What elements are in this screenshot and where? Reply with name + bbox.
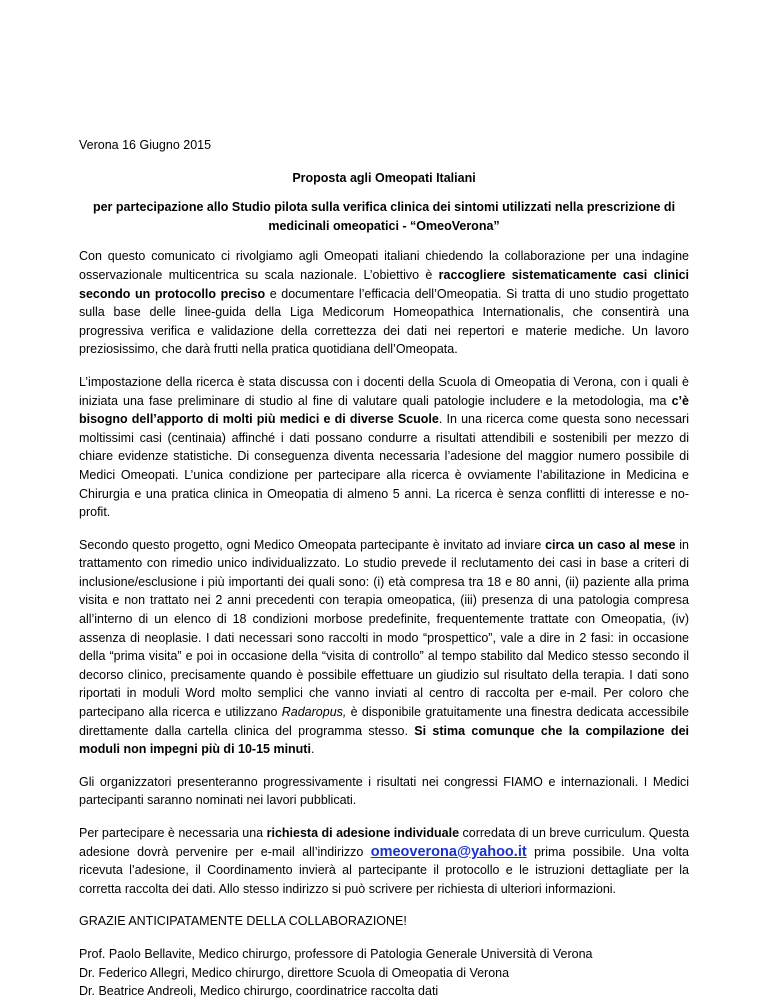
text-run: in trattamento con rimedio unico individualizzato. Lo studio prevede il reclutamento dei casi in base a criteri di inclusione/esclusione i più importanti dei quali sono: (i) età compresa tra 18 e 80 anni, (ii) paziente alla prima visita e non trattato nei 2 anni precedenti con terapia omeopatica, (iii) presenza di una patologia compresa all’interno di un elenco di 18 condizioni morbose predefinite, frequentemente trattate con Omeopatia, (iv) assenza di neoplasie. I dati necessari sono raccolti in modo “prospettico”, vale a dire in 2 fasi: in occasione della “prima visita” e poi in occasione della “visita di controllo” al tempo stabilito dal Medico stesso secondo il decorso clinico, precisamente quando è possibile effettuare un giudizio sul risultato della terapia. I dati sono riportati in moduli Word molto semplici che vanno inviati al centro di raccolta per e-mail. Per coloro che partecipano alla ricerca e utilizzano [79,537,689,720]
signature-line: Prof. Paolo Bellavite, Medico chirurgo, professore di Patologia Generale Università di Verona [79,946,593,961]
letter-title: Proposta agli Omeopati Italiani [292,170,476,185]
thanks-line: GRAZIE ANTICIPATAMENTE DELLA COLLABORAZIONE! [79,914,407,929]
letter-page [79,136,689,1001]
signature-line: Dr. Federico Allegri, Medico chirurgo, direttore Scuola di Omeopatia di Verona [79,965,510,980]
italic-text: Radaropus, [281,705,347,720]
text-run: . In una ricerca come questa sono necessari moltissimi casi (centinaia) affinché i dati possano condurre a risultati attendibili e sostenibili per mezzo di chiare evidenze statistiche. Di conseguenza diventa necessaria l’adesione del maggior numero possibile di Medici Omeopati. L’unica condizione per partecipare alla ricerca è ovviamente l’abilitazione in Medicina e Chirurgia e una pratica clinica in Omeopatia di almeno 5 anni. La ricerca è senza conflitti di interesse e no-profit. [79,412,689,520]
signature-line: Dr. Beatrice Andreoli, Medico chirurgo, coordinatrice raccolta dati [79,984,439,999]
text-run: Secondo questo progetto, ogni Medico Omeopata partecipante è invitato ad inviare [79,537,546,552]
letter-date: Verona 16 Giugno 2015 [79,138,212,152]
email-link[interactable]: omeoverona@yahoo.it [370,843,527,860]
text-run: L’impostazione della ricerca è stata discussa con i docenti della Scuola di Omeopatia di Verona, con i quali è iniziata una fase preliminare di studio al fine di valutare quali patologie includere e la metodologia, ma [79,374,689,408]
text-run: è disponibile gratuitamente una finestra dedicata accessibile direttamente dalla cartella clinica del programma stesso. [79,705,690,738]
text-run: . [310,742,315,757]
paragraph-protocol [79,536,689,759]
bold-text: raccogliere sistematicamente casi clinici secondo un protocollo preciso [79,267,689,301]
letter-subtitle: per partecipazione allo Studio pilota sulla verifica clinica dei sintomi utilizzati nella prescrizione di medicinali omeopatici - “OmeoVerona” [92,200,676,233]
bold-text: c’è bisogno dell’apporto di molti più medici e di diverse Scuole [79,393,689,427]
text-run: corredata di un breve curriculum. Questa adesione dovrà pervenire per e-mail all’indirizzo [79,826,690,859]
paragraph-objective [79,247,689,359]
bold-text: richiesta di adesione individuale [266,826,460,840]
paragraph-participation [79,824,689,898]
text-run: Per partecipare è necessaria una [79,826,267,840]
text-run: Con questo comunicato ci rivolgiamo agli Omeopati italiani chiedendo la collaborazione per una indagine osservazionale multicentrica su scala nazionale. L’obiettivo è [79,249,689,282]
text-run: prima possibile. Una volta ricevuta l’adesione, il Coordinamento invierà al partecipante il protocollo e le istruzioni dettagliate per la corretta raccolta dei dati. Allo stesso indirizzo si può scrivere per richiesta di ulteriori informazioni. [79,844,689,896]
paragraph-research-setup [79,373,689,522]
bold-text: Si stima comunque che la compilazione dei moduli non impegni più di 10-15 minuti [79,723,689,757]
signature-list [79,945,689,1001]
paragraph-organizers: Gli organizzatori presenteranno progressivamente i risultati nei congressi FIAMO e internazionali. I Medici partecipanti saranno nominati nei lavori pubblicati. [79,774,689,808]
bold-text: circa un caso al mese [545,537,676,552]
text-run: e documentare l’efficacia dell’Omeopatia. Si tratta di uno studio progettato sulla base delle linee-guida della Liga Medicorum Homeopathica Internationalis, che consentirà una progressiva verifica e validazione della correttezza dei dati nei repertori e materie mediche. Un lavoro preziosissimo, che darà frutti nella pratica quotidiana dell’Omeopata. [79,286,689,357]
